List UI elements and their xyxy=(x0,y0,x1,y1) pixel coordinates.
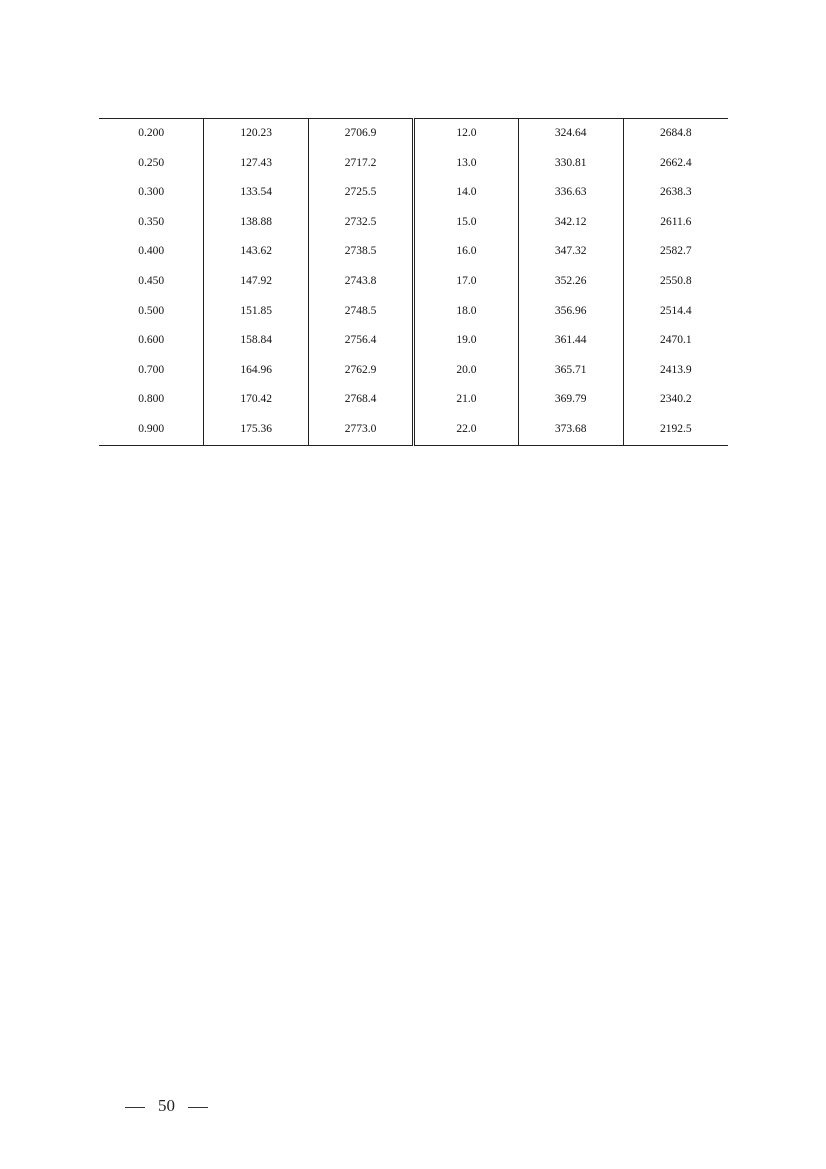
data-table-body xyxy=(99,119,728,446)
table-cell: 2768.4 xyxy=(309,385,414,415)
table-cell: 0.300 xyxy=(99,178,204,208)
table-cell: 0.350 xyxy=(99,208,204,238)
table-cell: 0.450 xyxy=(99,267,204,297)
table-cell: 361.44 xyxy=(518,326,623,356)
table-cell: 2756.4 xyxy=(309,326,414,356)
table-cell: 347.32 xyxy=(518,237,623,267)
page-number-left-dash xyxy=(125,1107,145,1108)
table-row xyxy=(99,178,728,208)
table-row xyxy=(99,326,728,356)
table-cell: 356.96 xyxy=(518,297,623,327)
page-footer xyxy=(108,1076,221,1136)
table-row xyxy=(99,297,728,327)
table-cell: 16.0 xyxy=(413,237,518,267)
table-cell: 0.400 xyxy=(99,237,204,267)
table-row xyxy=(99,208,728,238)
table-cell: 0.250 xyxy=(99,149,204,179)
table-cell: 14.0 xyxy=(413,178,518,208)
table-cell: 2611.6 xyxy=(660,215,692,228)
table-cell: 17.0 xyxy=(413,267,518,297)
table-cell: 170.42 xyxy=(204,385,309,415)
table-cell: 2743.8 xyxy=(309,267,414,297)
table-cell: 365.71 xyxy=(518,356,623,386)
table-row xyxy=(99,119,728,149)
table-cell: 138.88 xyxy=(204,208,309,238)
table-cell: 0.200 xyxy=(99,119,204,149)
table-cell: 0.900 xyxy=(99,415,204,445)
table-cell: 18.0 xyxy=(413,297,518,327)
table-cell: 2773.0 xyxy=(309,415,414,445)
table-cell: 21.0 xyxy=(413,385,518,415)
table-cell: 2550.8 xyxy=(660,275,692,288)
table-cell: 19.0 xyxy=(413,326,518,356)
table-cell: 330.81 xyxy=(518,149,623,179)
table-cell: 2413.9 xyxy=(660,363,692,376)
table-cell: 2706.9 xyxy=(309,119,414,149)
table-cell: 0.800 xyxy=(99,385,204,415)
table-cell: 15.0 xyxy=(413,208,518,238)
table-cell: 120.23 xyxy=(204,119,309,149)
table-cell: 2662.4 xyxy=(660,156,692,169)
table-row xyxy=(99,267,728,297)
table-row xyxy=(99,385,728,415)
table-cell: 22.0 xyxy=(413,415,518,445)
table-cell: 12.0 xyxy=(413,119,518,149)
table-cell: 2732.5 xyxy=(309,208,414,238)
table-cell: 158.84 xyxy=(204,326,309,356)
table-cell: 133.54 xyxy=(204,178,309,208)
table-cell: 0.600 xyxy=(99,326,204,356)
page-number-right-dash xyxy=(188,1107,208,1108)
table-cell: 2717.2 xyxy=(309,149,414,179)
table-cell: 2762.9 xyxy=(309,356,414,386)
table-cell: 324.64 xyxy=(518,119,623,149)
table-cell: 2340.2 xyxy=(660,393,692,406)
table-cell: 13.0 xyxy=(413,149,518,179)
table-cell: 2582.7 xyxy=(660,245,692,258)
table-cell: 147.92 xyxy=(204,267,309,297)
table-row xyxy=(99,237,728,267)
table-cell: 20.0 xyxy=(413,356,518,386)
table-row xyxy=(99,356,728,386)
data-table xyxy=(99,118,728,446)
table-cell: 0.500 xyxy=(99,297,204,327)
table-cell: 2192.5 xyxy=(660,422,692,435)
table-cell: 2638.3 xyxy=(660,186,692,199)
page-number: 50 xyxy=(158,1096,175,1115)
table-cell: 127.43 xyxy=(204,149,309,179)
table-cell: 369.79 xyxy=(518,385,623,415)
table-cell: 342.12 xyxy=(518,208,623,238)
table-row xyxy=(99,415,728,445)
table-cell: 164.96 xyxy=(204,356,309,386)
table-cell: 0.700 xyxy=(99,356,204,386)
table-cell: 143.62 xyxy=(204,237,309,267)
table-cell: 352.26 xyxy=(518,267,623,297)
table-cell: 2470.1 xyxy=(660,334,692,347)
table-cell: 151.85 xyxy=(204,297,309,327)
table-cell: 2684.8 xyxy=(660,127,692,140)
table-cell: 336.63 xyxy=(518,178,623,208)
table-cell: 2725.5 xyxy=(309,178,414,208)
table-row xyxy=(99,149,728,179)
table-cell: 373.68 xyxy=(518,415,623,445)
table-cell: 175.36 xyxy=(204,415,309,445)
table-cell: 2514.4 xyxy=(660,304,692,317)
table-cell: 2738.5 xyxy=(309,237,414,267)
table-cell: 2748.5 xyxy=(309,297,414,327)
